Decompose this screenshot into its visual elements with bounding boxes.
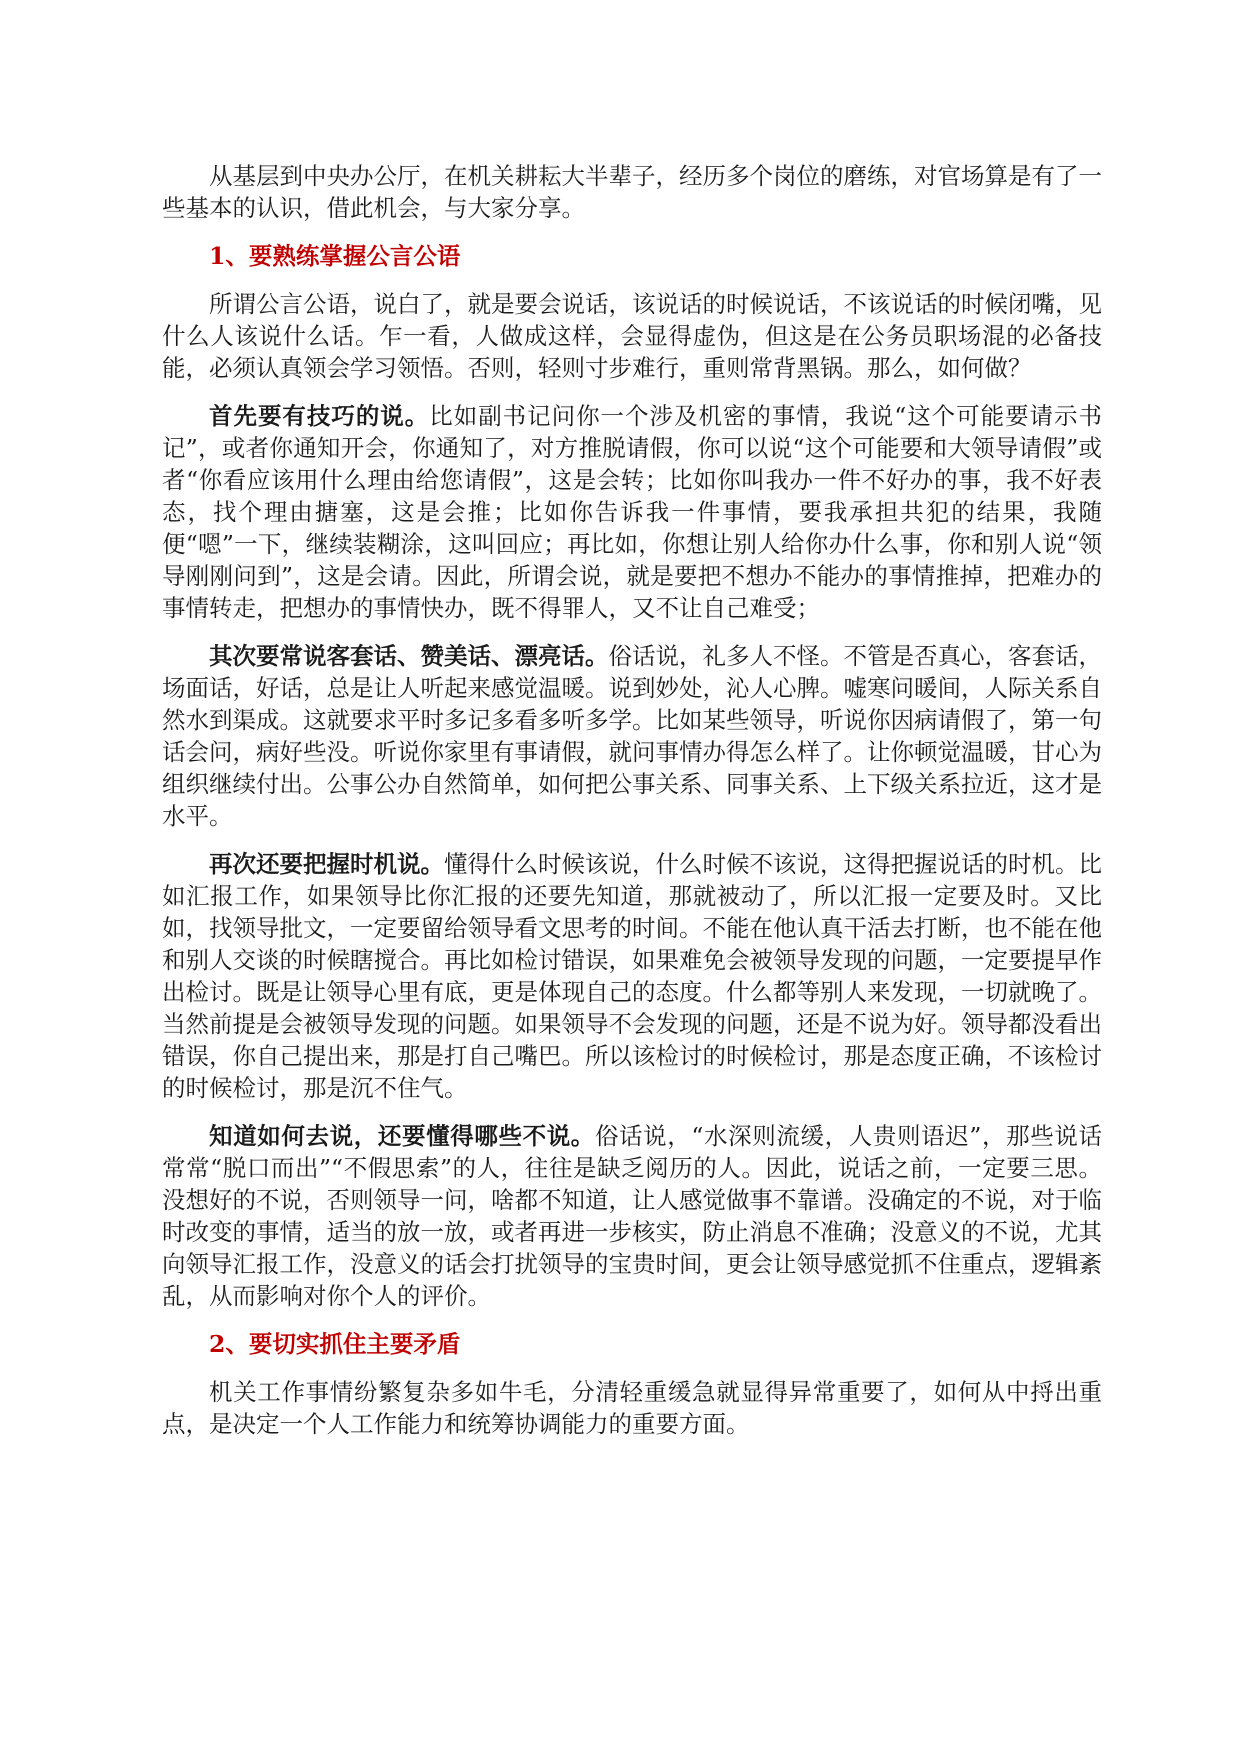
paragraph-intro [162,160,1102,224]
paragraph-text: 俗话说，礼多人不怪。不管是否真心，客套话，场面话，好话，总是让人听起来感觉温暖。说到妙处，沁人心脾。嘘寒问暖间，人际关系自然水到渠成。这就要求平时多记多看多听多学。比如某些领导，听说你因病请假了，第一句话会问，病好些没。听说你家里有事请假，就问事情办得怎么样了。让你顿觉温暖，甘心为组织继续付出。公事公办自然简单，如何把公事关系、同事关系、上下级关系拉近，这才是水平。 [162,642,1102,830]
paragraph-text: 比如副书记问你一个涉及机密的事情，我说“这个可能要请示书记”，或者你通知开会，你通知了，对方推脱请假，你可以说“这个可能要和大领导请假”或者“你看应该用什么理由给您请假”，这是会转；比如你叫我办一件不好办的事，我不好表态，找个理由搪塞，这是会推；比如你告诉我一件事情，要我承担共犯的结果，我随便“嗯”一下，继续装糊涂，这叫回应；再比如，你想让别人给你办什么事，你和别人说“领导刚刚问到”，这是会请。因此，所谓会说，就是要把不想办不能办的事情推掉，把难办的事情转走，把想办的事情快办，既不得罪人，又不让自己难受； [162,402,1103,622]
paragraph-lead: 知道如何去说，还要懂得哪些不说。 [209,1122,595,1150]
paragraph-skillful-speech [162,400,1102,624]
paragraph-text: 俗话说，“水深则流缓，人贵则语迟”，那些说话常常“脱口而出”“不假思索”的人，往往是缺乏阅历的人。因此，说话之前，一定要三思。没想好的不说，否则领导一问，啥都不知道，让人感觉做事不靠谱。没确定的不说，对于临时改变的事情，适当的放一放，或者再进一步核实，防止消息不准确；没意义的不说，尤其向领导汇报工作，没意义的话会打扰领导的宝贵时间，更会让领导感觉抓不住重点，逻辑紊乱，从而影响对你个人的评价。 [162,1122,1103,1310]
paragraph-lead: 其次要常说客套话、赞美话、漂亮话。 [209,642,609,670]
section-heading-2: 2、要切实抓住主要矛盾 [209,1330,461,1358]
paragraph-definition [162,288,1102,384]
document-body [162,160,1102,1456]
paragraph-what-not-to-say [162,1120,1102,1312]
paragraph-timing [162,848,1102,1104]
section-heading-1: 1、要熟练掌握公言公语 [209,242,461,270]
paragraph-text: 所谓公言公语，说白了，就是要会说话，该说话的时候说话，不该说话的时候闭嘴，见什么人该说什么话。乍一看，人做成这样，会显得虚伪，但这是在公务员职场混的必备技能，必须认真领会学习领悟。否则，轻则寸步难行，重则常背黑锅。那么，如何做？ [162,290,1102,382]
paragraph-text: 机关工作事情纷繁复杂多如牛毛，分清轻重缓急就显得异常重要了，如何从中捋出重点，是决定一个人工作能力和统筹协调能力的重要方面。 [162,1378,1102,1438]
paragraph-lead: 再次还要把握时机说。 [209,850,444,878]
paragraph-polite-speech [162,640,1102,832]
paragraph-main-contradiction [162,1376,1102,1440]
paragraph-text: 从基层到中央办公厅，在机关耕耘大半辈子，经历多个岗位的磨练，对官场算是有了一些基本的认识，借此机会，与大家分享。 [162,162,1102,222]
paragraph-lead: 首先要有技巧的说。 [209,402,430,430]
paragraph-text: 懂得什么时候该说，什么时候不该说，这得把握说话的时机。比如汇报工作，如果领导比你汇报的还要先知道，那就被动了，所以汇报一定要及时。又比如，找领导批文，一定要留给领导看文思考的时间。不能在他认真干活去打断，也不能在他和别人交谈的时候瞎搅合。再比如检讨错误，如果难免会被领导发现的问题，一定要提早作出检讨。既是让领导心里有底，更是体现自己的态度。什么都等别人来发现，一切就晚了。当然前提是会被领导发现的问题。如果领导不会发现的问题，还是不说为好。领导都没看出错误，你自己提出来，那是打自己嘴巴。所以该检讨的时候检讨，那是态度正确，不该检讨的时候检讨，那是沉不住气。 [162,850,1102,1102]
